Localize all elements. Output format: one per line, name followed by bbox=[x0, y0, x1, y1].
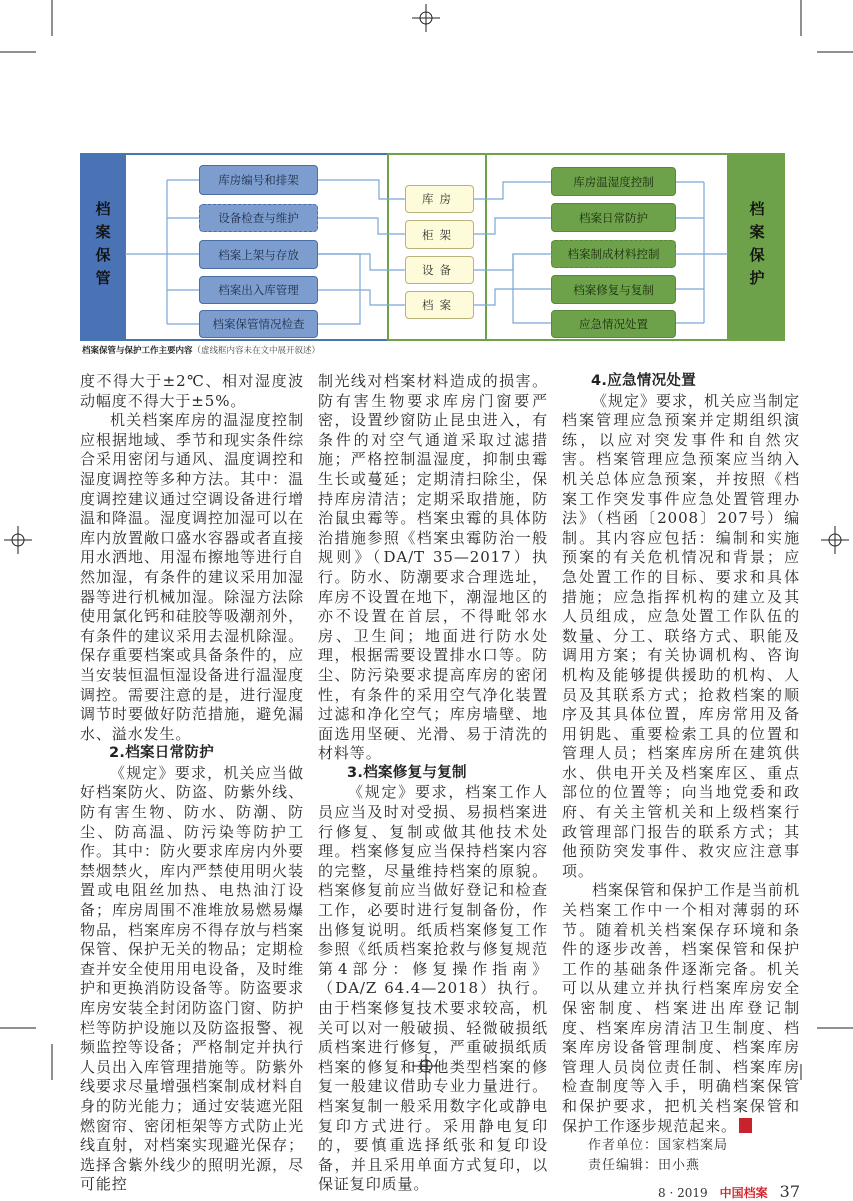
responsible-editor: 责任编辑：田小燕 bbox=[588, 1158, 701, 1174]
section-heading: 4.应急情况处置 bbox=[591, 373, 696, 389]
left-item-box: 库房编号和排架 bbox=[199, 165, 318, 195]
middle-item-box: 档案 bbox=[405, 291, 474, 319]
paragraph: 机关档案库房的温湿度控制应根据地域、季节和现实条件综合采用密闭与通风、温度调控和湿度调控等多种方法。其中：温度调控建议通过空调设备进行增温和降温。湿度调控加湿可以在库内放置敞口盛水容器或者直接用水洒地、用湿布擦地等进行自然加湿，有条件的建议采用加湿器等进行机械加湿。除湿方法除使用氯化钙和硅胶等吸潮剂外，有条件的建议采用去湿机除湿。保存重要档案或具备条件的，应当安装恒温恒湿设备进行温湿度调控。需要注意的是，进行湿度调节时要做好防范措施，避免漏水、溢水发生。 bbox=[80, 411, 304, 743]
page-number: 37 bbox=[779, 1182, 800, 1201]
section-heading: 3.档案修复与复制 bbox=[347, 764, 467, 781]
caption-note: （虚线框内容未在文中展开叙述） bbox=[192, 346, 321, 356]
right-item-box: 档案修复与复制 bbox=[551, 275, 676, 304]
article-column-2 bbox=[318, 372, 548, 1195]
middle-item-box: 柜架 bbox=[405, 220, 474, 249]
middle-item-box: 设备 bbox=[405, 256, 474, 284]
diagram-caption bbox=[82, 344, 320, 356]
paragraph: 《规定》要求，档案工作人员应当及时对受损、易损档案进行修复、复制或做其他技术处理。档案修复应当保持档案内容的完整，尽量维持档案的原貌。档案修复前应当做好登记和检查工作，必要时进行复制备份，作出修复说明。纸质档案修复工作参照《纸质档案抢救与修复规范 第4部分：修复操作指南》（DA/Z 64.4—2018）执行。由于档案修复技术要求较高，机关可以对一般破损、轻微破损纸质档案进行修复，严重破损纸质档案的修复和其他类型档案的修复一般建议借助专业力量进行。档案复制一般采用数字化或静电复印方式进行。采用静电复印的，要慎重选择纸张和复印设备，并且采用单面方式复印，以保证复印质量。 bbox=[318, 783, 548, 1194]
article-column-1 bbox=[80, 372, 304, 1195]
right-item-box: 库房温湿度控制 bbox=[551, 167, 676, 196]
right-item-box: 档案日常防护 bbox=[551, 203, 676, 232]
diagram bbox=[0, 0, 853, 360]
paragraph: 度不得大于±2℃、相对湿度波动幅度不得大于±5%。 bbox=[80, 372, 304, 410]
left-band-label: 档案保管 bbox=[80, 153, 125, 341]
left-item-box-dashed: 设备检查与维护 bbox=[199, 204, 318, 232]
article-column-3 bbox=[562, 372, 800, 1176]
left-item-box: 档案保管情况检查 bbox=[199, 310, 318, 338]
author-unit: 作者单位：国家档案局 bbox=[588, 1138, 729, 1154]
footer-issue: 8 · 2019 bbox=[658, 1186, 708, 1200]
middle-item-box: 库房 bbox=[405, 185, 474, 213]
paragraph: 《规定》要求，机关应当制定档案管理应急预案并定期组织演练，以应对突发事件和自然灾害。档案管理应急预案应当纳入机关总体应急预案，并按照《档案工作突发事件应急处置管理办法》（档函〔2008〕207号）编制。其内容应包括：编制和实施预案的有关危机情况和背景；应急处置工作的目标、要求和具体措施；应急指挥机构的建立及其人员组成，应急处置工作队伍的数量、分工、联络方式、职能及调用方案；有关协调机构、咨询机构及能够提供援助的机构、人员及其联系方式；抢救档案的顺序及其具体位置，库房常用及备用钥匙、重要检索工具的位置和管理人员；档案库房所在建筑供水、供电开关及档案库区、重点部位的位置等；向当地党委和政府、有关主管机关和上级档案行政管理部门报告的联系方式；其他预防突发事件、救灾应注意事项。 bbox=[562, 391, 800, 880]
paragraph: 《规定》要求，机关应当做好档案防火、防盗、防紫外线、防有害生物、防水、防潮、防尘、防高温、防污染等防护工作。其中：防火要求库房内外要禁烟禁火，库内严禁使用明火装置或电阻丝加热、电热油汀设备；库房周围不准堆放易燃易爆物品，档案库房不得存放与档案保管、保护无关的物品；定期检查并安全使用用电设备，及时维护和更换消防设备等。防盗要求库房安装全封闭防盗门窗、防护栏等防护设施以及防盗报警、视频监控等设备；严格制定并执行人员出入库管理措施等。防紫外线要求尽量增强档案制成材料自身的防光能力；通过安装遮光阻燃窗帘、密闭柜架等方式防止光线直射，对档案实现避光保存；选择含紫外线少的照明光源，尽可能控 bbox=[80, 763, 304, 1194]
paragraph-text: 档案保管和保护工作是当前机关档案工作中一个相对薄弱的环节。随着机关档案保存环境和条件的逐步改善，档案保管和保护工作的基础条件逐渐完备。机关可以从建立并执行档案库房安全保密制度、档案进出库登记制度、档案库房清洁卫生制度、档案库房设备管理制度、档案库房管理人员岗位责任制、档案库房检查制度等入手，明确档案保管和保护要求，把机关档案保管和保护工作逐步规范起来。 bbox=[562, 881, 800, 1135]
paragraph bbox=[562, 881, 800, 1136]
caption-title: 档案保管与保护工作主要内容 bbox=[82, 346, 193, 356]
right-band-label: 档案保护 bbox=[728, 153, 785, 341]
footer-magazine-logo: 中国档案 bbox=[719, 1186, 768, 1200]
footer bbox=[658, 1182, 800, 1201]
end-seal-icon bbox=[739, 1118, 752, 1133]
right-item-box-dashed: 档案制成材料控制 bbox=[551, 240, 676, 268]
paragraph: 制光线对档案材料造成的损害。防有害生物要求库房门窗要严密，设置纱窗防止昆虫进入，有条件的对空气通道采取过滤措施；严格控制温湿度，抑制虫霉生长或蔓延；定期清扫除尘，保持库房清洁；定期采取措施，防治鼠虫霉等。档案虫霉的具体防治措施参照《档案虫霉防治一般规则》（DA/T 35—2017）执行。防水、防潮要求合理选址，库房不设置在地下，潮湿地区的亦不设置在首层，不得毗邻水房、卫生间；地面进行防水处理，根据需要设置排水口等。防尘、防污染要求提高库房的密闭性，有条件的采用空气净化装置过滤和净化空气；库房墙壁、地面选用坚硬、光滑、易于清洗的材料等。 bbox=[318, 372, 548, 763]
right-item-box: 应急情况处置 bbox=[551, 310, 676, 338]
left-item-box: 档案出入库管理 bbox=[199, 276, 318, 304]
section-heading: 2.档案日常防护 bbox=[109, 745, 214, 762]
left-item-box: 档案上架与存放 bbox=[199, 240, 318, 269]
